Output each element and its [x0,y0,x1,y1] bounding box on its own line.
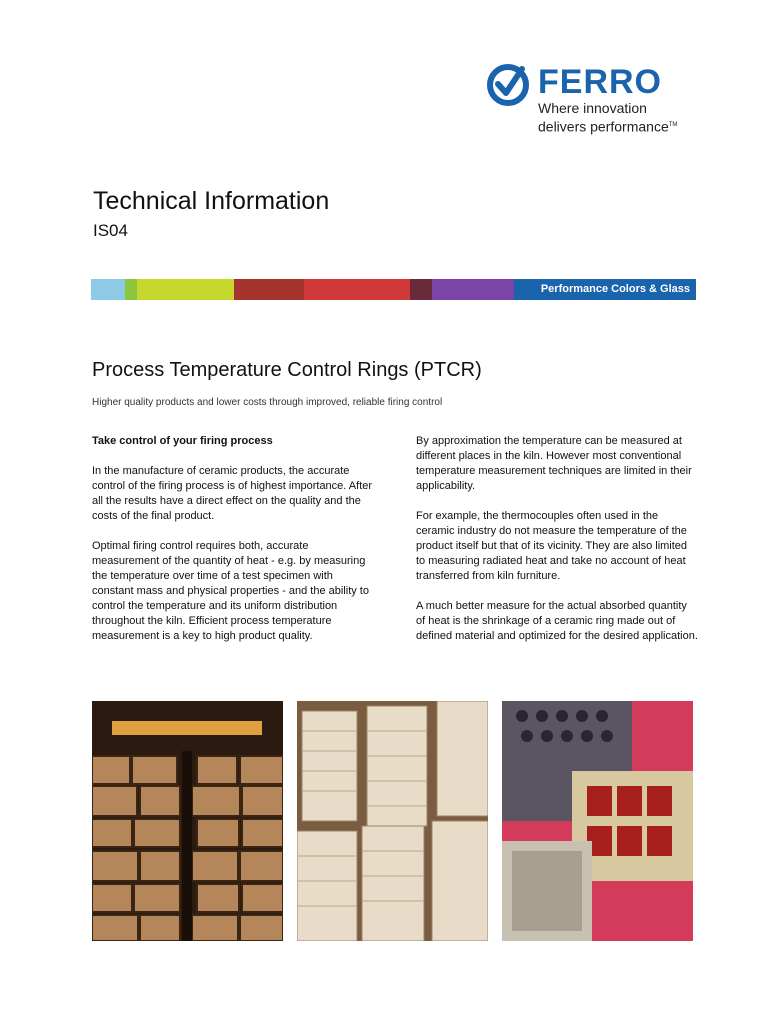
color-strip [91,279,696,300]
document-code: IS04 [93,221,128,240]
logo-name: FERRO [538,63,662,101]
ceramic-samples-photo [502,701,693,941]
strip-segment-lime [137,279,234,300]
strip-segment-maroon [410,279,432,300]
right-column-paragraph-2: For example, the thermocouples often used in the ceramic industry do not measure the temperature of the product itself but that of its vicinity. They are also limited to measuring radiated heat and take no account of heat transferred from kiln furniture. [416,510,688,582]
section-subtitle: Higher quality products and lower costs through improved, reliable firing control [92,397,443,408]
strip-segment-light-blue [91,279,125,300]
document-title: Technical Information [93,187,330,215]
strip-segment-green [125,279,137,300]
left-column-paragraph-1: In the manufacture of ceramic products, the accurate control of the firing process is of highest importance. After all the results have a direct effect on the quality and the costs of the final product. [92,465,373,522]
left-column-heading: Take control of your firing process [92,435,273,447]
trademark-mark: TM [668,122,678,128]
ceramic-tile-stacks-photo [297,701,488,941]
logo-tagline-line2: delivers performance™ [538,118,678,135]
kiln-bricks-photo [92,701,283,941]
section-title: Process Temperature Control Rings (PTCR) [92,359,482,381]
strip-segment-purple [432,279,514,300]
left-column-paragraph-2: Optimal firing control requires both, accurate measurement of the quantity of heat - e.g. by measuring the temperature over time of a test specimen with constant mass and physical properties - and the ability to control the temperature and its uniform distribution throughout the kiln. Efficient process temperature measurement is a key to high product quality. [92,540,369,642]
right-column-paragraph-3: A much better measure for the actual absorbed quantity of heat is the shrinkage of a ceramic ring made out of defined material and optimized for the desired application. [416,600,698,642]
logo-tagline-line1: Where innovation [538,100,647,116]
strip-label: Performance Colors & Glass [535,279,696,300]
strip-segment-brick [234,279,304,300]
right-column [416,434,698,659]
ferro-logo [486,60,700,136]
left-column [92,434,374,659]
strip-segment-red [304,279,410,300]
logo-tagline [538,100,677,136]
right-column-paragraph-1: By approximation the temperature can be measured at different places in the kiln. However most conventional temperature measurement techniques are limited in their applicability. [416,435,692,492]
checkmark-circle-icon [486,63,530,107]
